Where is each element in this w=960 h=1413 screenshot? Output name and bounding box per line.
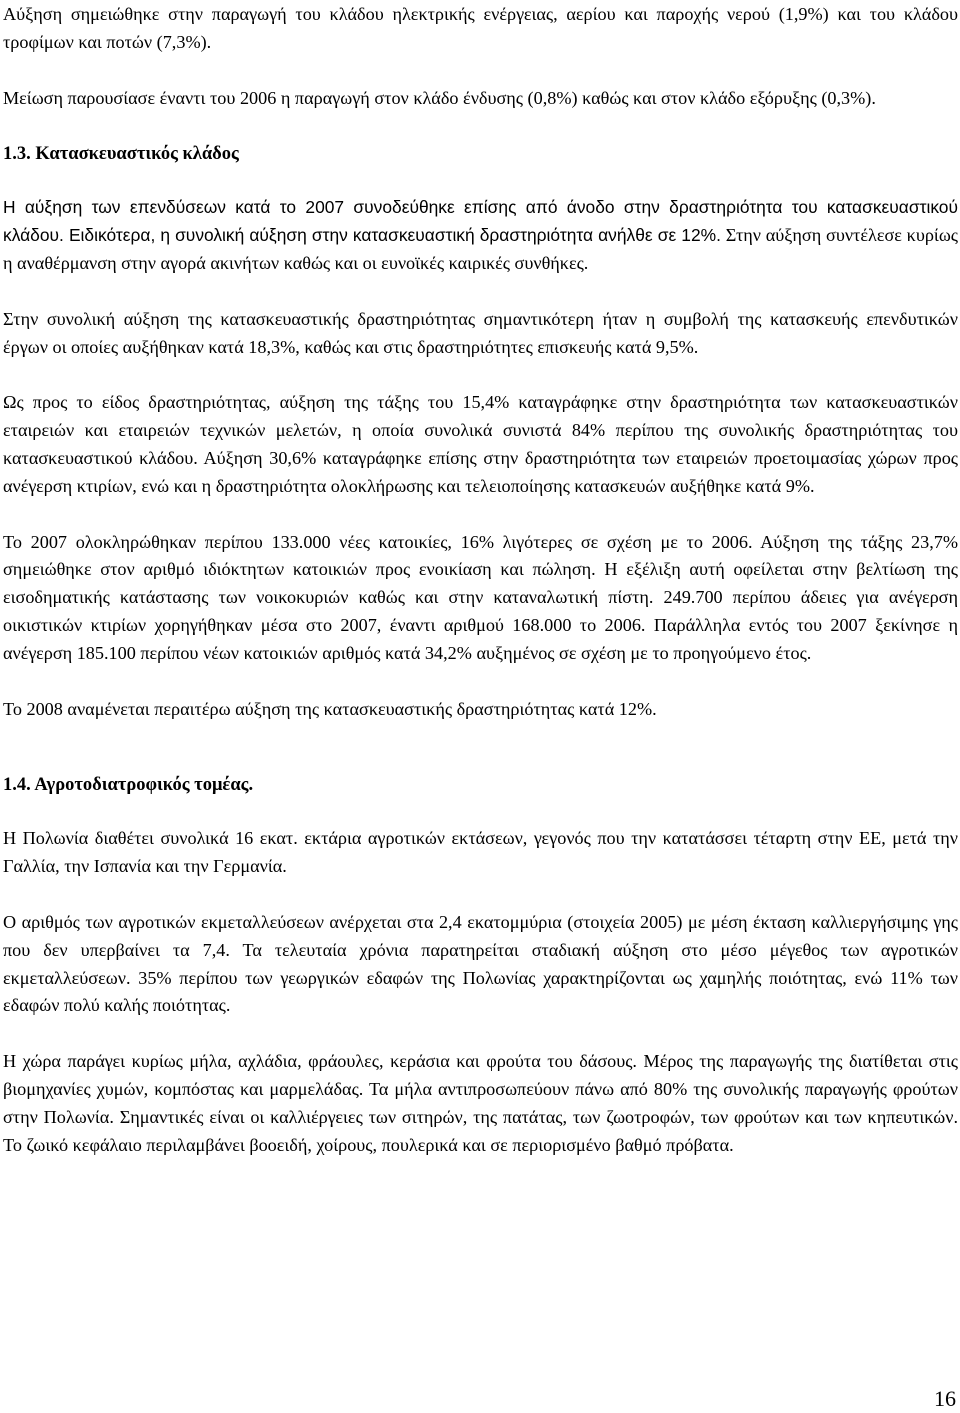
section-1-3-paragraph-1-part-c: Στην αύξηση συντέλεσε κυρίως η αναθέρμανση στην αγορά ακινήτων καθώς και οι ευνοϊκές καιρικές συνθήκες. [3,225,958,273]
section-1-3-paragraph-1-part-b: Ειδικότερα, η συνολική αύξηση στην κατασκευαστική δραστηριότητα ανήλθε σε 12%. [63,225,721,246]
intro-paragraph-2: Μείωση παρουσίασε έναντι του 2006 η παραγωγή στον κλάδο ένδυσης (0,8%) καθώς και στον κλάδο εξόρυξης (0,3%). [3,87,876,108]
intro-paragraph-1: Αύξηση σημειώθηκε στην παραγωγή του κλάδου ηλεκτρικής ενέργειας, αερίου και παροχής νερού (1,9%) και του κλάδου τροφίμων και ποτών (7,3%). [3,4,958,52]
section-1-4-paragraph-1: Η Πολωνία διαθέτει συνολικά 16 εκατ. εκτάρια αγροτικών εκτάσεων, γεγονός που την κατατάσσει τέταρτη στην ΕΕ, μετά την Γαλλία, την Ισπανία και την Γερμανία. [3,828,958,877]
page-number: 16 [934,1386,956,1411]
section-1-3-paragraph-3: Ως προς το είδος δραστηριότητας, αύξηση της τάξης του 15,4% καταγράφηκε στην δραστηριότητα των κατασκευαστικών εταιρειών και εταιρειών τεχνικών μελετών, η οποία συνολικά συνιστά 84% περίπου της συνολικής δραστηριότητας του κατασκευαστικού κλάδου. Αύξηση 30,6% καταγράφηκε επίσης στην δραστηριότητα των εταιρειών προετοιμασίας χώρων προς ανέγερση κτιρίων, ενώ και η δραστηριότητα ολοκλήρωσης και τελειοποίησης κατασκευών αυξήθηκε κατά 9%. [3,392,958,496]
section-1-4-paragraph-2: Ο αριθμός των αγροτικών εκμεταλλεύσεων ανέρχεται στα 2,4 εκατομμύρια (στοιχεία 2005) με μέση έκταση καλλιεργήσιμης γης που δεν υπερβαίνει τα 7,4. Τα τελευταία χρόνια παρατηρείται σταδιακή αύξηση στο μέσο μέγεθος των αγροτικών εκμεταλλεύσεων. 35% περίπου των γεωργικών εδαφών της Πολωνίας χαρακτηρίζονται ως χαμηλής ποιότητας, ενώ 11% των εδαφών πολύ καλής ποιότητας. [3,911,958,1016]
section-1-3-paragraph-1 [3,194,958,277]
section-1-3-paragraph-4: Το 2007 ολοκληρώθηκαν περίπου 133.000 νέες κατοικίες, 16% λιγότερες σε σχέση με το 2006. Αύξηση της τάξης 23,7% σημειώθηκε στον αριθμό ιδιόκτητων κατοικιών προς ενοικίαση και πώληση. Η εξέλιξη αυτή οφείλεται στην βελτίωση της εισοδηματικής κατάστασης των νοικοκυριών καθώς και στην καταναλωτική πίστη. 249.700 περίπου άδειες για ανέγερση οικιστικών κτιρίων χορηγήθηκαν μέσα στο 2007, έναντι αριθμού 168.000 το 2006. Παράλληλα εντός του 2007 ξεκίνησε η ανέγερση 185.100 περίπου νέων κατοικιών αριθμός κατά 34,2% αυξημένος σε σχέση με το προηγούμενο έτος. [3,531,958,663]
section-1-3-paragraph-1-part-a: Η αύξηση των επενδύσεων κατά το 2007 συνοδεύθηκε επίσης από άνοδο στην δραστηριότητα του κατασκευαστικού κλάδου. [3,197,958,246]
section-1-4-paragraph-3: Η χώρα παράγει κυρίως μήλα, αχλάδια, φράουλες, κεράσια και φρούτα του δάσους. Μέρος της παραγωγής της διατίθεται στις βιομηχανίες χυμών, κομπόστας και μαρμελάδας. Τα μήλα αντιπροσωπεύουν πάνω από 80% της συνολικής παραγωγής φρούτων στην Πολωνία. Σημαντικές είναι οι καλλιέργειες των σιτηρών, της πατάτας, των ζωοτροφών, των φρούτων και των κηπευτικών. Το ζωικό κεφάλαιο περιλαμβάνει βοοειδή, χοίρους, πουλερικά και σε περιορισμένο βαθμό πρόβατα. [3,1051,958,1155]
section-1-3-paragraph-5: Το 2008 αναμένεται περαιτέρω αύξηση της κατασκευαστικής δραστηριότητας κατά 12%. [3,698,657,719]
section-1-4-heading: 1.4. Αγροτοδιατροφικός τομέας. [3,775,254,796]
section-1-3-paragraph-2: Στην συνολική αύξηση της κατασκευαστικής δραστηριότητας σημαντικότερη ήταν η συμβολή της κατασκευής επενδυτικών έργων οι οποίες αυξήθηκαν κατά 18,3%, καθώς και στις δραστηριότητες επισκευής κατά 9,5%. [3,308,958,357]
section-1-3-heading: 1.3. Κατασκευαστικός κλάδος [3,144,239,165]
document-page [0,1,960,1413]
